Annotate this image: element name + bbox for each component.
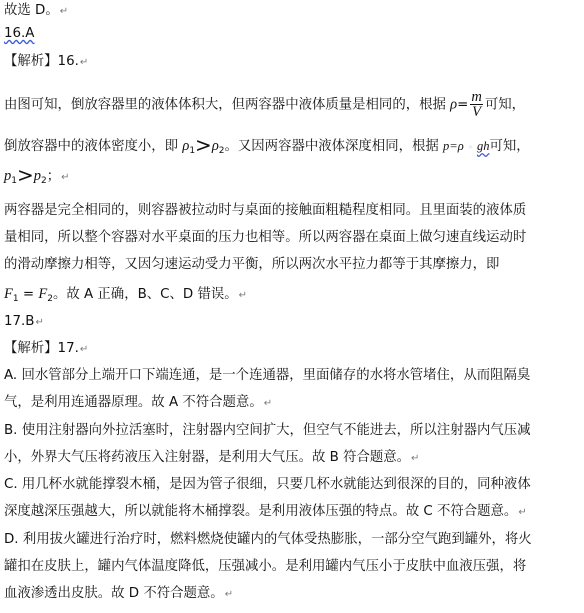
text: 小，外界大气压将药液压入注射器，是利用大气压。故 B 符合题意。 xyxy=(4,450,411,465)
subscript-1: 1 xyxy=(11,176,17,186)
formula-dot: ◦ xyxy=(467,143,473,152)
text: 血液渗透出皮肤。故 D 不符合题意。 xyxy=(4,586,224,601)
subscript-2: 2 xyxy=(41,176,47,186)
paragraph-mark: ↵ xyxy=(59,6,69,17)
q17-option-d-line3 xyxy=(4,585,233,604)
q16-para2-line1: 两容器是完全相同的，则容器被拉动时与桌面的接触面粗糙程度相同。且里面装的液体质 xyxy=(4,203,527,218)
q17-answer xyxy=(4,313,44,332)
density-fraction xyxy=(470,90,482,119)
text: 由图可知，倒放容器里的液体体积大，但两容器中液体质量是相同的，根据 xyxy=(4,97,446,113)
paragraph-mark: ↵ xyxy=(61,172,70,183)
f1-symbol: F xyxy=(4,286,13,302)
fraction-numerator: m xyxy=(471,89,482,105)
q16-para2-line2: 量相同，所以整个容器对水平桌面的压力也相等。所以两容器在桌面上做匀速直线运动时 xyxy=(4,230,527,245)
q17-answer-text: 17.B xyxy=(4,314,35,329)
paragraph-mark: ↵ xyxy=(79,344,89,355)
subscript-1: 1 xyxy=(12,294,19,304)
q17-heading-text: 【解析】17. xyxy=(4,341,79,356)
text: 可知， xyxy=(484,97,526,113)
f2-symbol: F xyxy=(38,286,48,302)
text: 气，是利用连通器原理。故 A 不符合题意。 xyxy=(4,395,263,410)
q16-para2-line4 xyxy=(4,285,247,308)
q16-answer-text: 16.A xyxy=(4,26,35,41)
q16-answer xyxy=(4,25,34,43)
q16-para2-line3: 的滑动摩擦力相等，又因匀速运动受力平衡，所以两次水平拉力都等于其摩擦力，即 xyxy=(4,257,500,272)
subscript-2: 2 xyxy=(47,294,53,304)
q16-para1-line2 xyxy=(4,133,530,160)
paragraph-mark: ↵ xyxy=(263,398,273,409)
q17-option-d-line2: 罐扣在皮肤上，罐内气体温度降低，压强减小。是利用罐内气压小于皮肤中血液压强，将 xyxy=(4,559,527,574)
equals-sign: = xyxy=(457,97,469,113)
paragraph-mark: ↵ xyxy=(518,507,527,518)
q17-option-c-line1: C. 用几杯水就能撑裂木桶，是因为管子很细，只要几杯水就能达到很深的目的，同种液体 xyxy=(4,477,531,492)
q16-heading xyxy=(4,53,88,72)
q16-pressure-compare xyxy=(4,163,70,190)
fraction-denominator: V xyxy=(472,104,482,120)
q17-option-b-line2 xyxy=(4,449,419,468)
pressure-formula-tail: gh xyxy=(476,139,490,153)
q17-option-b-line1: B. 使用注射器向外拉活塞时，注射器内空间扩大，但空气不能进去，所以注射器内气压减 xyxy=(4,423,531,438)
q17-option-a-line2 xyxy=(4,394,272,413)
q17-option-c-line2 xyxy=(4,503,527,522)
q17-option-d-line1: D. 利用拔火罐进行治疗时，燃料燃烧使罐内的气体受热膨胀，一部分空气跑到罐外，将火 xyxy=(4,532,532,547)
q16-heading-text: 【解析】16. xyxy=(4,54,79,69)
text: 可知， xyxy=(489,139,530,154)
density-symbol: ρ xyxy=(450,96,458,113)
q16-para1-line1 xyxy=(4,90,525,119)
rho1-symbol: ρ xyxy=(182,138,190,154)
q17-option-a-line1: A. 回水管部分上端开口下端连通，是一个连通器，里面储存的水将水管堵住，从而阻隔臭 xyxy=(4,368,531,383)
text: 倒放容器中的液体密度小，即 xyxy=(4,139,179,154)
conclusion-text: 故选 D。 xyxy=(4,3,59,18)
text: 深度越深压强越大，所以就能将木桶撑裂。是利用液体压强的特点。故 C 不符合题意。 xyxy=(4,504,518,519)
paragraph-mark: ↵ xyxy=(411,453,420,464)
subscript-1: 1 xyxy=(189,146,196,156)
paragraph-mark: ↵ xyxy=(35,317,44,328)
rho2-symbol: ρ xyxy=(211,138,219,154)
paragraph-mark: ↵ xyxy=(238,290,248,301)
greater-than: > xyxy=(195,133,212,157)
text: ； xyxy=(46,169,61,184)
subscript-2: 2 xyxy=(218,146,225,156)
paragraph-mark: ↵ xyxy=(224,589,234,600)
q17-heading xyxy=(4,340,88,359)
paragraph-mark: ↵ xyxy=(79,57,89,68)
p2-symbol: p xyxy=(33,168,41,184)
pressure-formula: p=ρ xyxy=(443,139,464,153)
greater-than: > xyxy=(16,163,34,187)
equals-sign: = xyxy=(22,287,35,302)
text: 。又因两容器中液体深度相同，根据 xyxy=(224,139,439,154)
p1-symbol: p xyxy=(4,168,12,184)
text: 。故 A 正确，B、C、D 错误。 xyxy=(52,287,238,302)
conclusion-line xyxy=(4,2,68,21)
